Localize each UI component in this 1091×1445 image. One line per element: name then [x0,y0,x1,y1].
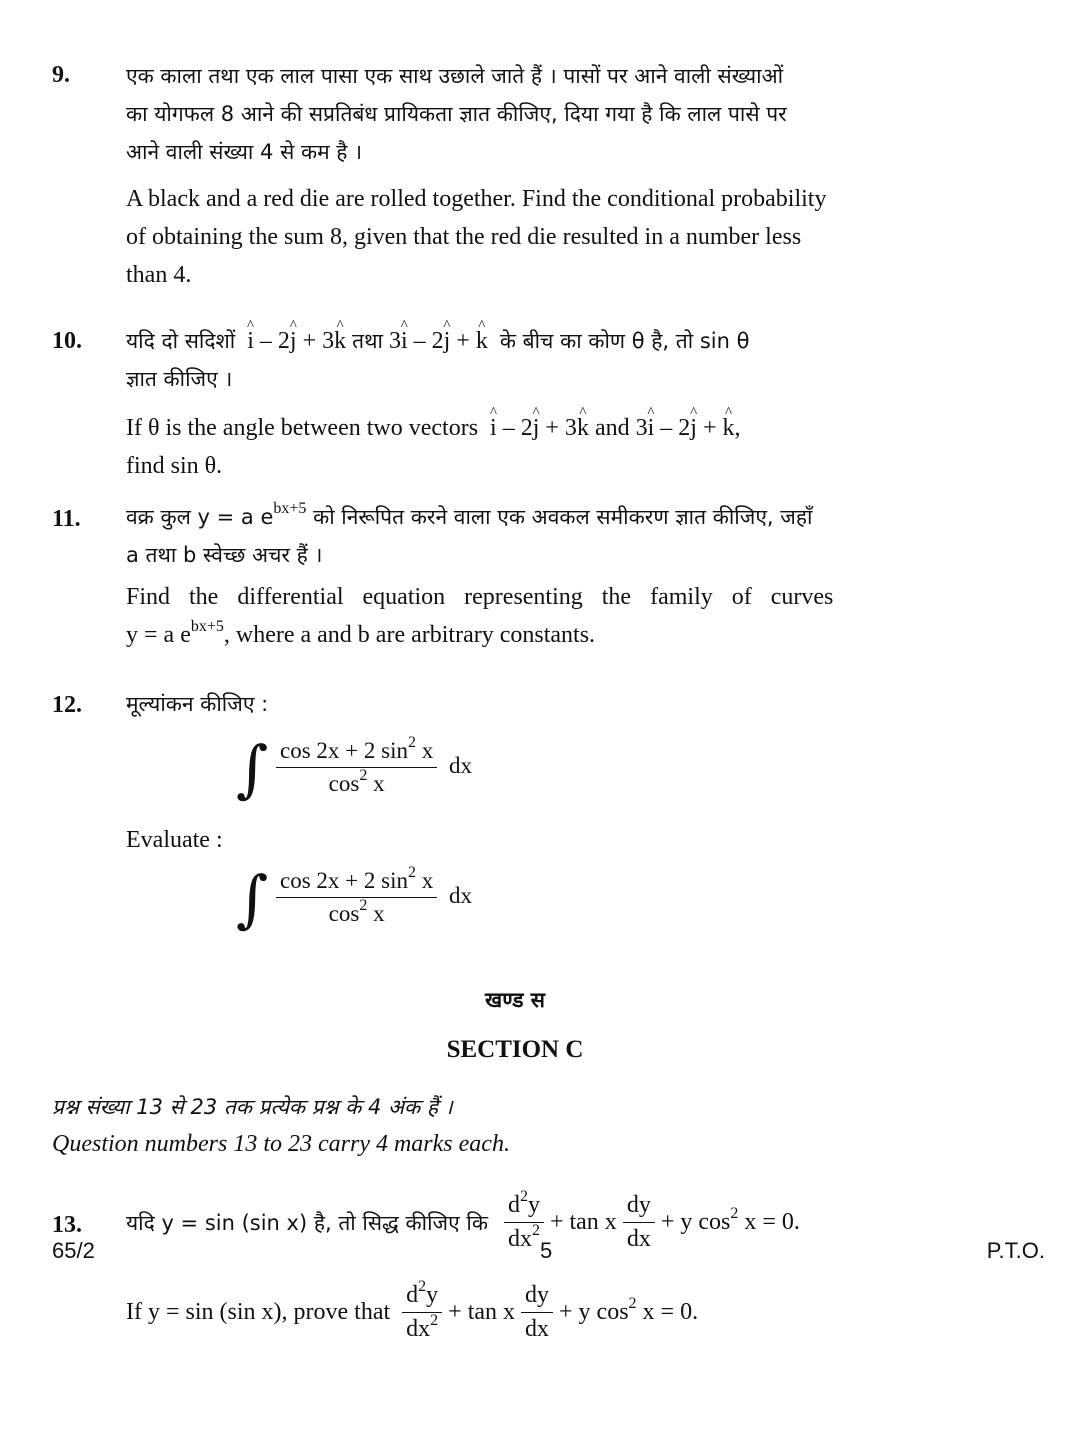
text: , where a and b are arbitrary constants. [223,622,596,648]
text: तथा [352,329,383,353]
text: and [594,415,630,441]
section-heading-hindi: खण्ड स [485,988,545,1012]
text: + y cos [660,1209,731,1235]
question-text-english [126,578,979,654]
exponent: 2 [519,1188,528,1205]
exponent: 2 [359,897,368,915]
text-line: A black and a red die are rolled together. Find the conditional probability [126,186,827,212]
question-text-hindi [126,57,979,171]
text: x [415,868,434,893]
section-instruction-hindi: प्रश्न संख्या 13 से 23 तक प्रत्येक प्रश्न के 4 अंक हैं । [52,1095,453,1119]
page-number: 5 [540,1238,553,1263]
dx: dx [448,752,472,778]
question-number: 11. [52,506,81,532]
text-line: find sin θ. [126,453,223,479]
text: dx [406,1316,431,1342]
text: If θ is the angle between two vectors [126,415,479,441]
integral-sign: ∫ [236,862,269,935]
text-line: ज्ञात कीजिए । [126,367,233,391]
text: यदि दो सदिशों [126,329,236,353]
text: d [507,1192,520,1218]
text-line [126,498,979,536]
numerator: dy [521,1282,553,1313]
denominator: cos [328,901,360,926]
exponent: 2 [628,1295,637,1312]
fraction [504,1188,544,1253]
question-text-hindi: मूल्यांकन कीजिए : [126,692,269,716]
numerator: cos 2x + 2 sin [280,738,408,763]
question-text-hindi [126,498,979,574]
text: x = 0. [636,1299,699,1325]
text: d [406,1282,419,1308]
exponent: 2 [407,734,416,752]
question-text-english [126,1278,699,1343]
exponent: bx+5 [190,618,224,635]
text-line: का योगफल 8 आने की सप्रतिबंध प्रायिकता ज्ञात कीजिए, दिया गया है कि लाल पासे पर [126,102,787,126]
fraction [276,734,437,797]
fraction [521,1282,553,1343]
question-text-english: Evaluate : [126,827,223,853]
denominator: cos [328,771,360,796]
text: If y = sin (sin x), prove that [126,1299,391,1325]
integral-expression [270,864,472,927]
text: + y cos [559,1299,629,1325]
paper-code: 65/2 [52,1238,95,1263]
text: वक्र कुल y = a e [126,505,274,529]
question-text-english [126,409,979,485]
text-line: आने वाली संख्या 4 से कम है । [126,140,363,164]
question-number: 9. [52,62,70,88]
text: x [367,901,385,926]
denominator: dx [525,1316,550,1342]
question-number: 13. [52,1212,82,1238]
question-number: 12. [52,692,82,718]
text-line [126,616,979,654]
denominator: dx [626,1226,651,1252]
numerator: dy [623,1192,655,1223]
integral-expression [270,734,472,797]
text: y [426,1282,439,1308]
text: y [527,1192,540,1218]
numerator: cos 2x + 2 sin [280,868,408,893]
fraction [276,864,437,927]
question-text-hindi [126,1188,800,1253]
text: + tan x [448,1299,516,1325]
exponent: 2 [359,767,368,785]
text: x [367,771,385,796]
exponent: bx+5 [273,500,307,517]
section-heading: SECTION C [446,1036,584,1063]
question-number: 10. [52,328,82,354]
exponent: 2 [407,864,416,882]
text-line: एक काला तथा एक लाल पासा एक साथ उछाले जाते हैं । पासों पर आने वाली संख्याओं [126,64,784,88]
question-text-english [126,180,979,294]
text-line: Find the differential equation representing the family of curves [126,584,834,610]
dx: dx [448,882,472,908]
section-instruction-english: Question numbers 13 to 23 carry 4 marks each. [52,1131,510,1157]
text: dx [507,1226,532,1252]
integral-sign: ∫ [236,732,269,805]
question-text-hindi [126,322,979,398]
exponent: 2 [730,1205,739,1222]
text: के बीच का कोण θ है, तो sin θ [499,329,750,353]
text: यदि y = sin (sin x) है, तो सिद्ध कीजिए कि [126,1210,488,1235]
pto-label: P.T.O. [986,1238,1045,1263]
fraction [402,1278,442,1343]
text-line: of obtaining the sum 8, given that the red die resulted in a number less [126,224,802,250]
text-line: If θ is the angle between two vectors ^ i – 2^ j + 3^ k and 3^ i – 2^ j + ^ k, [126,409,979,447]
text: को निरूपित करने वाला एक अवकल समीकरण ज्ञात कीजिए, जहाँ [306,505,813,529]
text: x = 0. [738,1209,800,1235]
text: x [415,738,434,763]
text: + tan x [549,1209,617,1235]
exponent: 2 [418,1278,427,1295]
exponent: 2 [531,1222,540,1239]
text-line: a तथा b स्वेच्छ अचर हैं । [126,543,323,567]
exponent: 2 [430,1312,439,1329]
text: y = a e [126,622,191,648]
fraction [623,1192,655,1253]
text-line: यदि दो सदिशों ^ i – 2^ j + 3^ k तथा 3^ i – 2^ j + ^ k के बीच का कोण θ है, तो sin θ [126,322,979,360]
text-line: than 4. [126,262,192,288]
